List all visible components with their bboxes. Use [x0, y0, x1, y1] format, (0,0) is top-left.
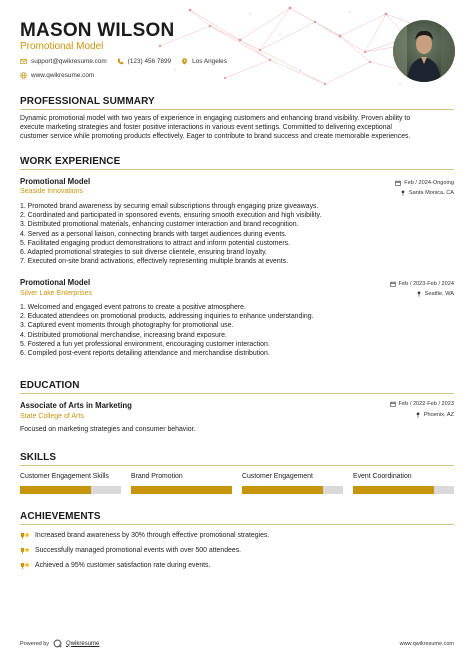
achievement-text: Increased brand awareness by 30% through effective promotional strategies.: [35, 532, 270, 539]
footer-url[interactable]: www.qwikresume.com: [399, 641, 454, 647]
candidate-name: MASON WILSON: [20, 20, 175, 41]
list-item: 2. Educated attendees on promotional products, addressing inquiries to enhance understanding.: [20, 313, 314, 321]
list-item: [20, 561, 210, 570]
job-2-dates-text: Feb / 2023-Feb / 2024: [398, 281, 454, 287]
skill-bar-track: [131, 486, 232, 494]
job-2-location-text: Seattle, WA: [424, 291, 454, 297]
pin-icon: [400, 190, 406, 196]
skill-item: [242, 473, 343, 480]
school-name: State College of Arts: [20, 413, 84, 420]
globe-icon: [20, 72, 27, 79]
candidate-role: Promotional Model: [20, 41, 104, 52]
calendar-icon: [390, 281, 396, 287]
job-1-location-text: Santa Monica, CA: [408, 190, 454, 196]
achievements-divider: [20, 524, 454, 525]
job-1-bullets: [20, 202, 454, 266]
job-1-dates: [395, 180, 454, 186]
skill-bar-track: [353, 486, 454, 494]
pin-icon: [415, 412, 421, 418]
experience-title: WORK EXPERIENCE: [20, 156, 121, 167]
skill-bar-fill: [353, 486, 434, 494]
job-2-dates: [390, 281, 454, 287]
education-dates: [390, 401, 454, 407]
achievements-title: ACHIEVEMENTS: [20, 511, 101, 522]
email-text: support@qwikresume.com: [31, 58, 107, 65]
job-2-location: [416, 291, 454, 297]
trophy-star-icon: [20, 546, 30, 555]
list-item: 6. Adapted promotional strategies to suit diverse clientele, ensuring brand loyalty.: [20, 249, 267, 257]
skill-label: Brand Promotion: [131, 473, 183, 480]
list-item: 7. Executed on-site brand activations, effectively representing multiple brands at events.: [20, 258, 288, 266]
job-2-title: Promotional Model: [20, 278, 91, 287]
education-dates-text: Feb / 2022-Feb / 2023: [398, 401, 454, 407]
skill-item: [131, 473, 232, 480]
skills-title: SKILLS: [20, 452, 57, 463]
skills-divider: [20, 465, 454, 466]
contact-row-1: [20, 58, 227, 65]
calendar-icon: [395, 180, 401, 186]
footer-powered-by: [20, 639, 99, 648]
list-item: 5. Fostered a fun yet professional environment, encouraging customer interaction.: [20, 340, 270, 348]
location-text: Los Angeles: [192, 58, 227, 65]
summary-line: Dynamic promotional model with two years of experience in engaging customers and enhancing brand visibility. Proven ability to: [20, 115, 411, 122]
list-item: [20, 531, 269, 540]
contact-location: [181, 58, 227, 65]
list-item: 4. Distributed promotional merchandise, increasing brand exposure.: [20, 331, 227, 339]
job-1-location: [400, 190, 454, 196]
summary-divider: [20, 109, 454, 110]
summary-line: execute marketing strategies and foster positive interactions in various event settings. Committed to delivering exceptional: [20, 124, 392, 132]
list-item: 6. Compiled post-event reports detailing attendance and merchandise distribution.: [20, 350, 270, 358]
website-text: www.qwikresume.com: [31, 72, 95, 79]
powered-by-label: Powered by: [20, 640, 50, 647]
calendar-icon: [390, 401, 396, 407]
skill-bar-track: [242, 486, 343, 494]
skill-bar-fill: [242, 486, 323, 494]
list-item: 1. Welcomed and engaged event patrons to create a positive atmosphere.: [20, 304, 246, 311]
summary-text: [20, 114, 454, 142]
education-location: [415, 412, 454, 418]
trophy-star-icon: [20, 561, 30, 570]
job-2-company: Silver Lake Enterprises: [20, 290, 92, 297]
trophy-star-icon: [20, 531, 30, 540]
list-item: 3. Captured event moments through photography for promotional use.: [20, 322, 234, 330]
education-title: EDUCATION: [20, 380, 80, 391]
list-item: 3. Distributed promotional materials, enhancing customer interaction and brand recognition.: [20, 221, 299, 229]
list-item: 4. Served as a personal liaison, connecting brands with target audiences during events.: [20, 230, 287, 238]
job-1-dates-text: Feb / 2024-Ongoing: [404, 180, 454, 186]
contact-row-2: [20, 72, 94, 79]
skill-item: [353, 473, 454, 480]
job-1-company: Seaside Innovations: [20, 188, 84, 195]
skill-bar-fill: [131, 486, 232, 494]
brand-link[interactable]: Qwikresume: [66, 640, 100, 647]
pin-icon: [416, 291, 422, 297]
envelope-icon: [20, 58, 27, 65]
profile-photo: [393, 20, 455, 82]
list-item: [20, 546, 241, 555]
skill-label: Customer Engagement: [242, 473, 313, 480]
achievement-text: Successfully managed promotional events with over 500 attendees.: [35, 547, 242, 554]
experience-divider: [20, 169, 454, 170]
phone-text: (123) 456 7899: [127, 58, 172, 65]
skill-item: [20, 473, 121, 480]
skill-bar-track: [20, 486, 121, 494]
contact-website[interactable]: [20, 72, 94, 79]
job-1-title: Promotional Model: [20, 177, 91, 186]
contact-email[interactable]: [20, 58, 107, 65]
map-pin-icon: [181, 58, 188, 65]
list-item: 1. Promoted brand awareness by securing email subscriptions through engaging prize giveaways.: [20, 203, 319, 210]
achievement-text: Achieved a 95% customer satisfaction rate during events.: [35, 562, 211, 569]
skill-label: Customer Engagement Skills: [20, 473, 109, 480]
skill-label: Event Coordination: [353, 473, 412, 480]
list-item: 2. Coordinated and participated in sponsored events, ensuring smooth execution and high visibility.: [20, 212, 322, 220]
phone-icon: [117, 58, 124, 65]
summary-title: PROFESSIONAL SUMMARY: [20, 96, 155, 107]
degree-title: Associate of Arts in Marketing: [20, 401, 132, 410]
education-divider: [20, 393, 454, 394]
contact-phone[interactable]: [117, 58, 171, 65]
education-location-text: Phoenix, AZ: [423, 412, 454, 418]
qwikresume-logo-icon: [53, 639, 62, 648]
education-detail: Focused on marketing strategies and consumer behavior.: [20, 426, 196, 433]
list-item: 5. Facilitated engaging product demonstrations to attract and inform potential customers.: [20, 239, 291, 247]
summary-line: customer service while promoting products effectively. Eager to contribute to brand success and create memorable experiences.: [20, 133, 411, 141]
skill-bar-fill: [20, 486, 91, 494]
job-2-bullets: [20, 303, 454, 358]
skills-grid: [20, 473, 454, 497]
